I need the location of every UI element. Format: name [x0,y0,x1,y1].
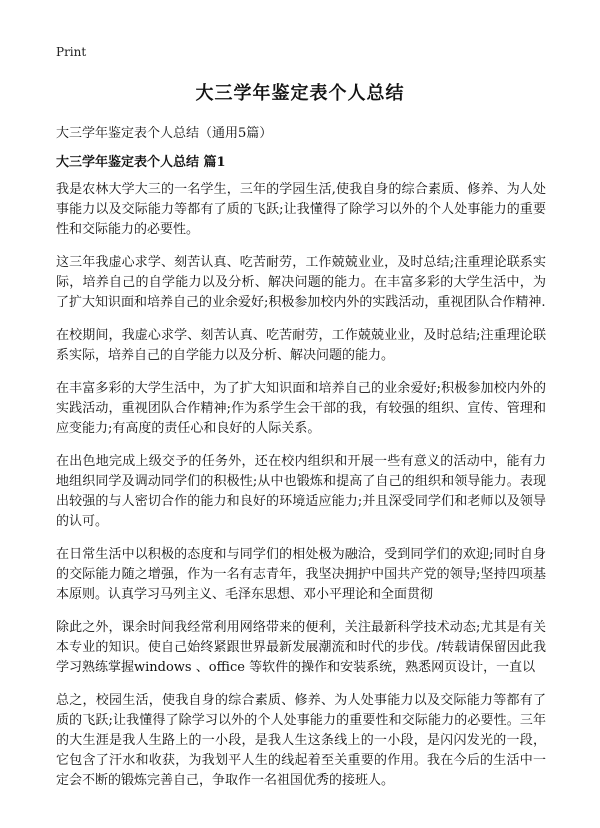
body-text [56,180,546,804]
paragraph-6: 在日常生活中以积极的态度和与同学们的相处极为融洽，受到同学们的欢迎;同时自身的交际能力随之增强，作为一名有志青年，我坚决拥护中国共产党的领导;坚持四项基本原则。认真学习马列主义、毛泽东思想、邓小平理论和全面贯彻 [56,547,546,602]
section-heading: 大三学年鉴定表个人总结 篇1 [56,155,226,170]
document-title: 大三学年鉴定表个人总结 [195,83,405,104]
paragraph-1: 我是农林大学大三的一名学生，三年的学园生活,使我自身的综合素质、修养、为人处事能力以及交际能力等都有了质的飞跃;让我懂得了除学习以外的个人处事能力的重要性和交际能力的必要性。 [56,182,546,237]
paragraph-4: 在丰富多彩的大学生活中，为了扩大知识面和培养自己的业余爱好;积极参加校内外的实践活动，重视团队合作精神;作为系学生会干部的我，有较强的组织、宣传、管理和应变能力;有高度的责任心和良好的人际关系。 [56,381,546,436]
paragraph-7: 除此之外，课余时间我经常利用网络带来的便利，关注最新科学技术动态;尤其是有关本专业的知识。使自己始终紧跟世界最新发展潮流和时代的步伐。/转载请保留因此我学习熟练掌握windows 、office 等软件的操作和安装系统，熟悉网页设计，一直以 [56,620,546,675]
document-subtitle: 大三学年鉴定表个人总结（通用5篇） [56,126,273,141]
paragraph-2: 这三年我虚心求学、刻苦认真、吃苦耐劳，工作兢兢业业，及时总结;注重理论联系实际，培养自己的自学能力以及分析、解决问题的能力。在丰富多彩的大学生活中，为了扩大知识面和培养自己的业余爱好;积极参加校内外的实践活动，重视团队合作精神. [56,255,546,310]
paragraph-3: 在校期间，我虚心求学、刻苦认真、吃苦耐劳，工作兢兢业业，及时总结;注重理论联系实际，培养自己的自学能力以及分析、解决问题的能力。 [56,328,546,363]
print-link[interactable]: Print [56,45,87,59]
paragraph-5: 在出色地完成上级交予的任务外，还在校内组织和开展一些有意义的活动中，能有力地组织同学及调动同学们的积极性;从中也锻炼和提高了自己的组织和领导能力。表现出较强的与人密切合作的能力和良好的环境适应能力;并且深受同学们和老师以及领导的认可。 [56,454,546,529]
paragraph-8: 总之，校园生活，使我自身的综合素质、修养、为人处事能力以及交际能力等都有了质的飞跃;让我懂得了除学习以外的个人处事能力的重要性和交际能力的必要性。三年的大生涯是我人生路上的一小段，是我人生这条线上的一小段，是闪闪发光的一段，它包含了汗水和收获，为我划平人生的线起着至关重要的作用。我在今后的生活中一定会不断的锻炼完善自己，争取作一名祖国优秀的接班人。 [56,693,546,788]
